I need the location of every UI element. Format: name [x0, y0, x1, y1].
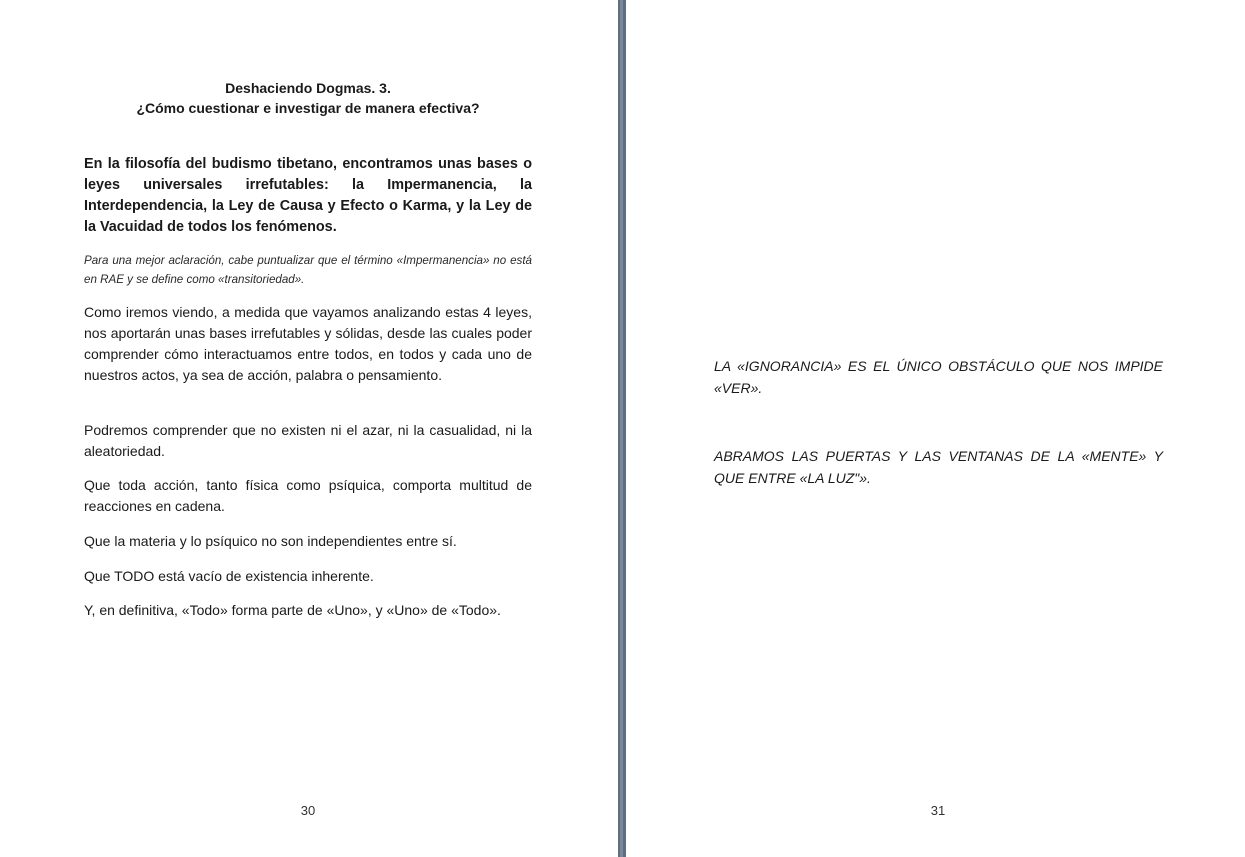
body-paragraph-4: Que la materia y lo psíquico no son independientes entre sí. [84, 533, 457, 549]
body-paragraph-1: Como iremos viendo, a medida que vayamos analizando estas 4 leyes, nos aportarán unas bases irrefutables y sólidas, desde las cuales poder comprender cómo interactuamos entre todos, en todos y cada uno de nuestros actos, ya sea de acción, palabra o pensamiento. [84, 304, 532, 383]
quote-open-doors: ABRAMOS LAS PUERTAS Y LAS VENTANAS DE LA «MENTE» Y QUE ENTRE «LA LUZ"». [714, 448, 1163, 486]
body-paragraph-5: Que TODO está vacío de existencia inherente. [84, 568, 374, 584]
body-paragraph-2: Podremos comprender que no existen ni el azar, ni la casualidad, ni la aleatoriedad. [84, 422, 532, 459]
chapter-title-line-2: ¿Cómo cuestionar e investigar de manera efectiva? [136, 100, 480, 116]
chapter-title [84, 78, 532, 118]
body-paragraph-6: Y, en definitiva, «Todo» forma parte de «Uno», y «Uno» de «Todo». [84, 602, 501, 618]
intro-paragraph: En la filosofía del budismo tibetano, encontramos unas bases o leyes universales irrefutables: la Impermanencia, la Interdependencia, la Ley de Causa y Efecto o Karma, y la Ley de la Vacuidad de todos los fenómenos. [84, 156, 532, 235]
right-page [626, 0, 1245, 857]
clarification-note: Para una mejor aclaración, cabe puntualizar que el término «Impermanencia» no está en RAE y se define como «transitoriedad». [84, 254, 532, 286]
book-gutter [618, 0, 626, 857]
quote-ignorance: LA «IGNORANCIA» ES EL ÚNICO OBSTÁCULO QUE NOS IMPIDE «VER». [714, 358, 1163, 396]
left-page [0, 0, 618, 857]
body-paragraph-3: Que toda acción, tanto física como psíquica, comporta multitud de reacciones en cadena. [84, 477, 532, 514]
page-number: 31 [930, 803, 946, 818]
chapter-title-line-1: Deshaciendo Dogmas. 3. [225, 80, 391, 96]
page-number: 30 [300, 803, 316, 818]
